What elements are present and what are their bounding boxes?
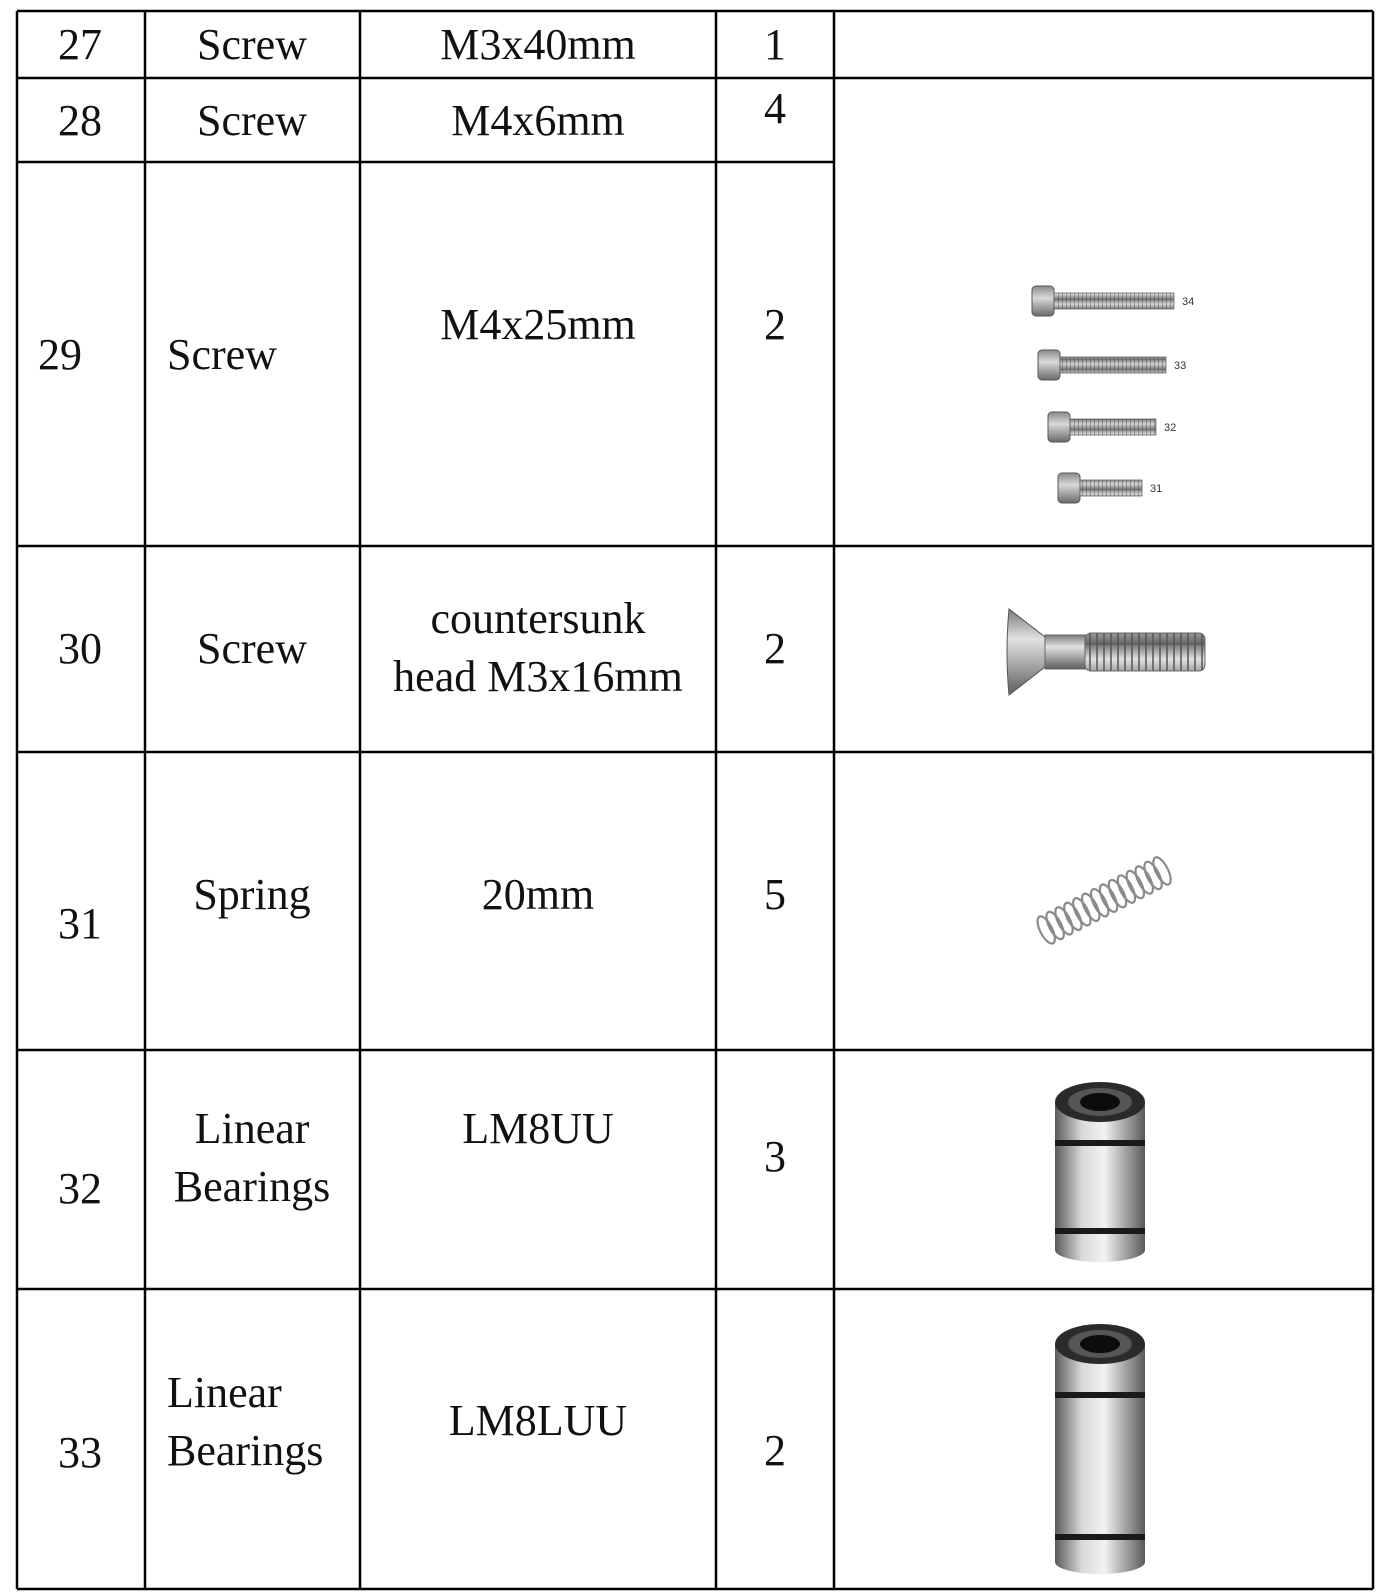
part-spec-line: countersunk — [430, 594, 646, 643]
screw-label: 31 — [1150, 483, 1163, 495]
linear-bearing-lm8uu-image — [1050, 1080, 1150, 1265]
part-number: 33 — [58, 1428, 102, 1477]
screw-label: 33 — [1174, 360, 1187, 372]
part-number: 27 — [58, 20, 102, 69]
part-spec: 20mm — [481, 870, 595, 919]
part-name: Spring — [193, 870, 311, 919]
part-name-line: Linear — [194, 1104, 310, 1153]
part-quantity: 4 — [764, 84, 786, 133]
part-quantity: 2 — [764, 1426, 786, 1475]
part-name: Screw — [197, 624, 307, 673]
part-number: 32 — [58, 1164, 102, 1213]
part-spec: LM8UU — [462, 1104, 614, 1153]
part-spec: M4x25mm — [440, 300, 636, 349]
countersunk-screw-image — [1005, 605, 1210, 700]
part-name: Screw — [167, 330, 277, 379]
part-name-line: Bearings — [167, 1426, 324, 1475]
part-quantity: 2 — [764, 300, 786, 349]
part-number: 30 — [58, 624, 102, 673]
part-quantity: 5 — [764, 870, 786, 919]
screw-label: 34 — [1182, 296, 1195, 308]
part-spec-line: head M3x16mm — [393, 652, 683, 701]
part-number: 28 — [58, 96, 102, 145]
part-name-line: Bearings — [173, 1162, 331, 1211]
linear-bearing-lm8luu-image — [1050, 1322, 1150, 1577]
part-name: Screw — [197, 20, 307, 69]
spring-image — [1025, 845, 1185, 955]
socket-screws-image — [1030, 280, 1210, 520]
part-number: 29 — [38, 330, 82, 379]
part-name: Screw — [197, 96, 307, 145]
part-spec: M3x40mm — [440, 20, 636, 69]
screw-label: 32 — [1164, 422, 1177, 434]
part-quantity: 2 — [764, 624, 786, 673]
part-quantity: 1 — [764, 20, 786, 69]
part-spec: LM8LUU — [448, 1396, 628, 1445]
part-spec: M4x6mm — [451, 96, 625, 145]
part-number: 31 — [58, 899, 102, 948]
part-name-line: Linear — [167, 1368, 282, 1417]
part-quantity: 3 — [764, 1132, 786, 1181]
